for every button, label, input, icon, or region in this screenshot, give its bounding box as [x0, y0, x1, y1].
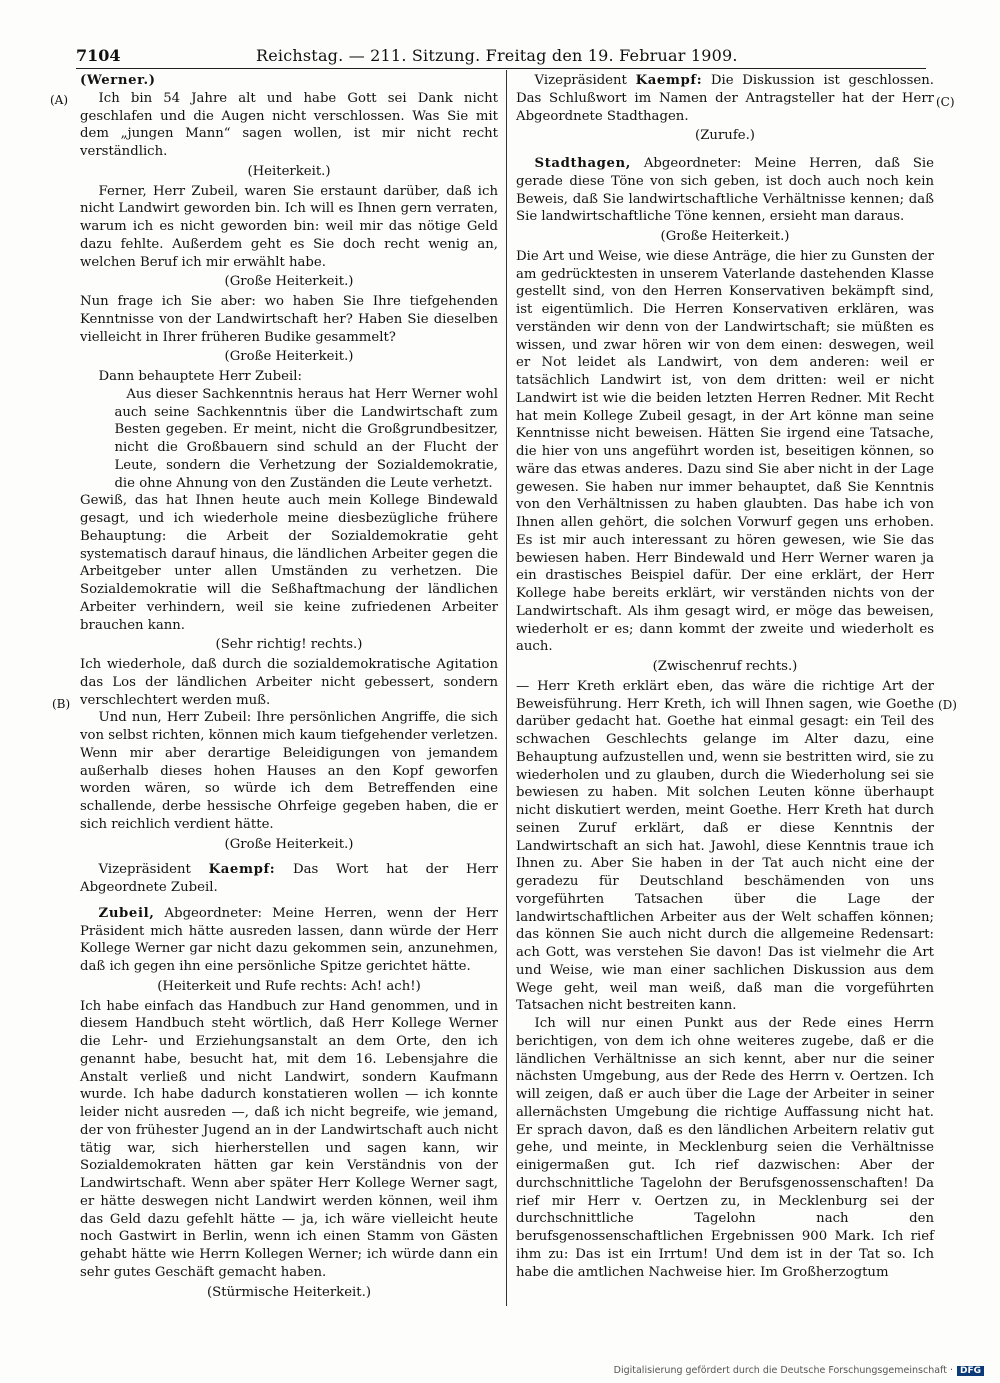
right-column	[516, 72, 934, 1281]
paragraph: Ich bin 54 Jahre alt und habe Gott sei Dank nicht geschlafen und die Augen nicht verschlossen. Was Sie mit dem „jungen Mann“ sagen wollen, ist mir nicht recht verständlich.	[80, 90, 498, 159]
dfg-logo: DFG	[957, 1366, 984, 1376]
page-header	[76, 44, 926, 68]
reaction: (Sehr richtig! rechts.)	[215, 637, 363, 653]
paragraph: Gewiß, das hat Ihnen heute auch mein Kollege Bindewald gesagt, und ich wiederhole meine diesbezügliche frühere Behauptung: die Arbeit der Sozialdemokratie geht systematisch darauf hinaus, die ländlichen Arbeiter gegen die Arbeitgeber unter allen Umständen zu verhetzen. Die Sozialdemokratie will die Seßhaftmachung der ländlichen Arbeiter verhindern, weil sie keine zufriedenen Arbeiter brauchen kann.	[80, 493, 498, 633]
statement-text: Das Wort hat der Herr Abgeordnete Zubeil.	[80, 862, 499, 895]
column-divider	[506, 70, 507, 1306]
margin-marker-d: (D)	[938, 698, 957, 712]
statement-text: Die Diskussion ist geschlossen. Das Schlußwort im Namen der Antragsteller hat der Herr Abgeordnete Stadthagen.	[516, 73, 935, 124]
margin-marker-b: (B)	[52, 697, 71, 711]
vice-president-statement	[516, 72, 934, 125]
paragraph: Nun frage ich Sie aber: wo haben Sie Ihre tiefgehenden Kenntnisse von der Landwirtschaft her? Haben Sie dieselben vielleicht in Ihrer früheren Budike gesammelt?	[80, 294, 498, 345]
reaction: (Heiterkeit.)	[247, 163, 331, 179]
reaction: (Große Heiterkeit.)	[660, 229, 790, 244]
paragraph: Dann behauptete Herr Zubeil:	[98, 369, 302, 384]
page-number: 7104	[76, 46, 121, 65]
reaction: (Stürmische Heiterkeit.)	[207, 1284, 371, 1300]
paragraph: Ich will nur einen Punkt aus der Rede eines Herrn berichtigen, von dem ich ohne weiteres zugebe, daß er die ländlichen Verhältnisse an sich kennt, aber nur die seiner nächsten Umgebung, aus der Rede des Herrn v. Oertzen. Ich will zeigen, daß er auch über die Lage der Arbeiter in seiner allernächsten Umgebung die richtige Auffassung nicht hat. Er sprach davon, daß es den ländlichen Arbeitern relativ gut gehe, und meinte, in Mecklenburg seien die Verhältnisse einigermaßen gut. Ich rief dazwischen: Aber der durchschnittliche Tagelohn der Berufsgenossenschaften! Da rief mir Herr v. Oertzen zu, in Mecklenburg sei der durchschnittliche Tagelohn nach den berufsgenossenschaftlichen Ergebnissen 900 Mark. Ich rief ihm zu: Das ist ein Irrtum! Und dem ist in der Tat so. Ich habe die amtlichen Nachweise hier. Im Großherzogtum	[516, 1016, 934, 1280]
reaction: (Große Heiterkeit.)	[224, 349, 354, 365]
speaker-statement	[80, 905, 498, 976]
paragraph: Die Art und Weise, wie diese Anträge, die hier zu Gunsten der am gedrücktesten in unserem Vaterlande dastehenden Klasse gestellt sind, von den Herren Konservativen bekämpft sind, ist eigentümlich. Die Herren Konservativen erklären, was verständen wir denn von der Landwirtschaft; sie müßten es wissen, und zwar hören wir von dem einen: deswegen, weil er Not leidet als Landwirt, von dem anderen: weil er tatsächlich Landwirt ist, von dem dritten: weil er nicht Landwirt ist wie die beiden letzten Herren Redner. Mit Recht hat mein Kollege Zubeil gesagt, in der Art könne man seine Kenntnisse nicht beweisen. Hätten Sie irgend eine Tatsache, die hier von uns angeführt worden ist, beseitigen können, so wäre das etwas anderes. Dazu sind Sie aber nicht in der Lage gewesen. Sie haben nur immer behauptet, daß Sie Kenntnis von den Verhältnissen zu haben glaubten. Das habe ich von Ihnen allen gehört, die solchen Vorwurf gegen uns erhoben. Es ist mir auch interessant zu hören gewesen, wie Sie das bewiesen haben. Herr Bindewald und Herr Werner waren ja ein drastisches Beispiel dafür. Der eine erklärt, der Herr Kollege habe bereits erklärt, wir verständen nichts von der Landwirtschaft. Als ihm gesagt wird, er möge das beweisen, wiederholt er es; dann kommt der zweite und wiederholt es auch.	[516, 248, 934, 655]
paragraph: — Herr Kreth erklärt eben, das wäre die richtige Art der Beweisführung. Herr Kreth, ich will Ihnen sagen, wie Goethe darüber gedacht hat. Goethe hat einmal gesagt: ein Teil des schwachen Geschlechts gelange im Alter dazu, eine Behauptung aufzustellen und, wenn sie bestritten wird, sie zu wiederholen und zu glauben, durch die Wiederholung sei sie bewiesen zu haben. Mit solchen Leuten könne überhaupt nicht diskutiert werden, meint Goethe. Herr Kreth hat durch seinen Zuruf erklärt, daß er diese Kenntnis der Landwirtschaft an sich hat. Jawohl, diese Kenntnis traue ich Ihnen zu. Aber Sie haben in der Tat auch nicht eine der geradezu für Deutschland beschämenden von uns vorgeführten Tatsachen über die Lage der landwirtschaftlichen Arbeiter aus der Welt schaffen können; das können Sie auch nicht durch die allgemeine Redensart: ach Gott, was verstehen Sie davon! Das ist vielmehr die Art und Weise, wie man einer sachlichen Diskussion aus dem Wege geht, weil man weiß, daß man die vorgeführten Tatsachen nicht bestreiten kann.	[516, 678, 934, 1014]
statement-text: Abgeordneter: Meine Herren, daß Sie gerade diese Töne von sich geben, ist doch auch noch kein Beweis, daß Sie landwirtschaftliche Verhältnisse kennen; daß Sie landwirtschaftliche Töne kennen, ersieht man daraus.	[516, 156, 934, 225]
credit-text: Digitalisierung gefördert durch die Deutsche Forschungsgemeinschaft ·	[613, 1365, 953, 1376]
speaker-name: Zubeil,	[98, 905, 155, 921]
quotation: Aus dieser Sachkenntnis heraus hat Herr Werner wohl auch seine Sachkenntnis über die Landwirtschaft zum Besten gegeben. Er meint, nicht die Großgrundbesitzer, nicht die Großbauern sind schuld an der Flucht der Leute, sondern die Verhetzung der Sozialdemokratie, die ohne Ahnung von den Zuständen die Leute verhetzt.	[114, 386, 498, 491]
header-rule	[76, 68, 926, 69]
margin-marker-c: (C)	[936, 95, 955, 109]
paragraph: Und nun, Herr Zubeil: Ihre persönlichen Angriffe, die sich von selbst richten, können mich kaum tiefgehender verletzen. Wenn mir aber derartige Beleidigungen von jemandem außerhalb dieses hohen Hauses an den Kopf geworfen worden wären, so würde ich dem Betreffenden eine schallende, derbe hessische Ohrfeige gegeben haben, die er sich reichlich verdient hätte.	[80, 710, 498, 832]
vice-president-statement	[80, 861, 498, 897]
speaker-name: Kaempf:	[208, 862, 276, 878]
speaker-continuation: (Werner.)	[80, 73, 156, 88]
reaction: (Zurufe.)	[695, 128, 755, 144]
paragraph: Ich wiederhole, daß durch die sozialdemokratische Agitation das Los der ländlichen Arbeiter nicht gebessert, sondern verschlechtert werden muß.	[80, 657, 498, 708]
paragraph: Ich habe einfach das Handbuch zur Hand genommen, und in diesem Handbuch steht wörtlich, daß Herr Kollege Werner die Lehr- und Erziehungsanstalt an dem Orte, den ich genannt habe, besucht hat, mit dem 16. Lebensjahre die Anstalt verließ und nicht Landwirt, sondern Kaufmann wurde. Ich habe dadurch konstatieren wollen — ich konnte leider nicht ausreden —, daß ich nicht begreife, wie jemand, der von frühester Jugend an in der Landwirtschaft auch nicht tätig war, sich hierherstellen und sagen kann, wir Sozialdemokraten hätten gar kein Verständnis von der Landwirtschaft. Wenn aber später Herr Kollege Werner sagt, er hätte deswegen nicht Landwirt werden können, weil ihm das Geld dazu gefehlt hätte — ja, ich wäre vielleicht heute noch Gastwirt in Berlin, wenn ich einen Stamm von Gästen gehabt hätte wie Herrn Kollegen Werner; ich würde dann ein sehr gutes Geschäft gemacht haben.	[80, 998, 498, 1280]
reaction: (Große Heiterkeit.)	[224, 836, 354, 852]
digitization-credit	[614, 1365, 984, 1376]
margin-marker-a: (A)	[50, 93, 69, 107]
reaction: (Zwischenruf rechts.)	[652, 659, 798, 674]
speaker-title: Vizepräsident	[534, 73, 627, 88]
reaction: (Heiterkeit und Rufe rechts: Ach! ach!)	[157, 978, 421, 994]
speaker-statement	[516, 155, 934, 226]
reaction: (Große Heiterkeit.)	[224, 274, 354, 290]
speaker-title: Vizepräsident	[98, 862, 191, 878]
statement-text: Abgeordneter: Meine Herren, wenn der Herr Präsident mich hätte ausreden lassen, dann würde der Herr Kollege Werner gar nicht dazu gekommen sein, anzunehmen, daß ich gegen ihn eine persönliche Spitze gerichtet hätte.	[80, 905, 498, 974]
speaker-name: Stadthagen,	[534, 156, 631, 171]
left-column	[80, 72, 498, 1303]
paragraph: Ferner, Herr Zubeil, waren Sie erstaunt darüber, daß ich nicht Landwirt geworden bin. Ich will es Ihnen gern verraten, warum ich es nicht geworden bin: weil mir das nötige Geld dazu fehlte. Außerdem geht es Sie doch recht wenig an, welchen Beruf ich mir erwählt habe.	[80, 183, 498, 270]
speaker-name: Kaempf:	[635, 73, 703, 88]
running-title: Reichstag. — 211. Sitzung. Freitag den 19. Februar 1909.	[256, 46, 738, 65]
